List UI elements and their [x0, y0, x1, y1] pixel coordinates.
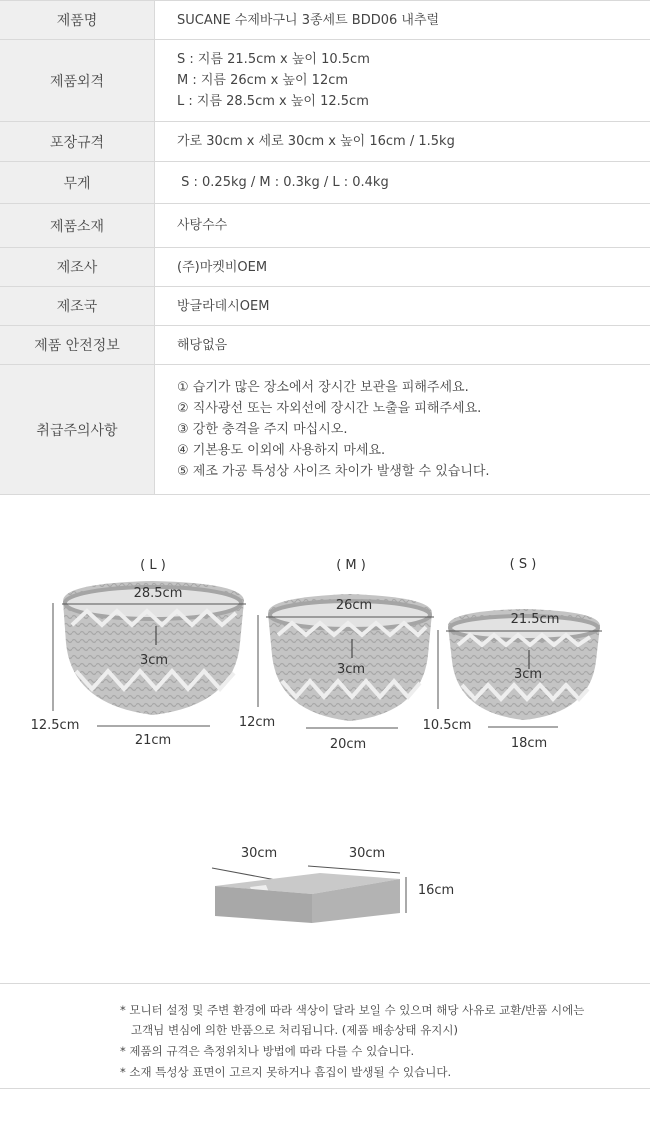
basket-small: [423, 557, 602, 751]
spec-value: [155, 122, 650, 162]
diameter-label: 26cm: [335, 598, 373, 613]
spec-line: S : 지름 21.5cm x 높이 10.5cm: [177, 52, 370, 67]
spec-line: 해당없음: [177, 337, 228, 353]
spec-line: (주)마켓비OEM: [177, 259, 268, 275]
basket-size-label: ( S ): [509, 557, 537, 572]
spec-value: [155, 204, 650, 248]
height-label: 12cm: [238, 715, 276, 730]
spec-line: L : 지름 28.5cm x 높이 12.5cm: [177, 94, 369, 109]
spec-label: 제조국: [0, 287, 155, 326]
spec-row-dimensions: [0, 40, 650, 122]
spec-value: [155, 40, 650, 122]
spec-value: [155, 326, 650, 365]
basket-size-label: ( L ): [140, 558, 166, 573]
spec-value: [155, 1, 650, 40]
spec-label: 제품외격: [0, 40, 155, 122]
spec-line: M : 지름 26cm x 높이 12cm: [177, 73, 349, 88]
basket-size-label: ( M ): [336, 558, 366, 573]
spec-line: ② 직사광선 또는 자외선에 장시간 노출을 피해주세요.: [177, 401, 482, 416]
spec-row-package: [0, 122, 650, 162]
spec-line: SUCANE 수제바구니 3종세트 BDD06 내추럴: [177, 12, 440, 28]
spec-line: 사탕수수: [177, 218, 228, 233]
spec-value: [155, 248, 650, 287]
spec-line: 방글라데시OEM: [177, 298, 270, 314]
notice-line: * 제품의 규격은 측정위치나 방법에 따라 다를 수 있습니다.: [120, 1044, 415, 1058]
spec-label: 무게: [0, 162, 155, 204]
size-diagram-svg: [0, 493, 650, 983]
spec-line: ③ 강한 충격을 주지 마십시오.: [177, 422, 348, 437]
spec-line: ⑤ 제조 가공 특성상 사이즈 차이가 발생할 수 있습니다.: [177, 464, 490, 479]
notice-line: * 소재 특성상 표면이 고르지 못하거나 흠집이 발생될 수 있습니다.: [120, 1065, 452, 1079]
dimension-line: [308, 866, 400, 873]
base-label: 20cm: [329, 737, 367, 752]
base-label: 18cm: [510, 736, 548, 751]
notice-section: [0, 984, 650, 1089]
spec-line: ④ 기본용도 이외에 사용하지 마세요.: [177, 443, 386, 458]
box-width-label: 30cm: [240, 846, 278, 861]
spec-row-weight: [0, 162, 650, 204]
inner-height-label: 3cm: [139, 653, 169, 668]
basket-large: [31, 558, 246, 748]
base-label: 21cm: [134, 733, 172, 748]
package-box: [212, 846, 454, 923]
spec-value: [155, 365, 650, 495]
spec-row-caution: [0, 365, 650, 495]
spec-label: 제품 안전정보: [0, 326, 155, 365]
spec-label: 제품소재: [0, 204, 155, 248]
notice-line: 고객님 변심에 의한 반품으로 처리됩니다. (제품 배송상태 유지시): [120, 1023, 459, 1037]
spec-row-name: [0, 1, 650, 40]
spec-row-origin: [0, 287, 650, 326]
box-depth-label: 30cm: [348, 846, 386, 861]
spec-label: 포장규격: [0, 122, 155, 162]
spec-line: S : 0.25kg / M : 0.3kg / L : 0.4kg: [177, 175, 389, 190]
basket-medium: [239, 558, 434, 752]
box-height-label: 16cm: [417, 883, 455, 898]
inner-height-label: 3cm: [336, 662, 366, 677]
diameter-label: 28.5cm: [133, 586, 183, 601]
spec-value: [155, 162, 650, 204]
spec-label: 취급주의사항: [0, 365, 155, 495]
spec-table: [0, 0, 650, 495]
height-label: 10.5cm: [422, 718, 472, 733]
notice-line: * 모니터 설정 및 주변 환경에 따라 색상이 달라 보일 수 있으며 해당 사유로 교환/반품 시에는: [120, 1003, 585, 1017]
spec-line: 가로 30cm x 세로 30cm x 높이 16cm / 1.5kg: [177, 134, 455, 149]
spec-label: 제조사: [0, 248, 155, 287]
spec-label: 제품명: [0, 1, 155, 40]
spec-value: [155, 287, 650, 326]
spec-row-safety: [0, 326, 650, 365]
height-label: 12.5cm: [30, 718, 80, 733]
spec-row-material: [0, 204, 650, 248]
spec-row-manufacturer: [0, 248, 650, 287]
diameter-label: 21.5cm: [510, 612, 560, 627]
inner-height-label: 3cm: [513, 667, 543, 682]
size-diagram: [0, 493, 650, 984]
spec-line: ① 습기가 많은 장소에서 장시간 보관을 피해주세요.: [177, 380, 469, 395]
